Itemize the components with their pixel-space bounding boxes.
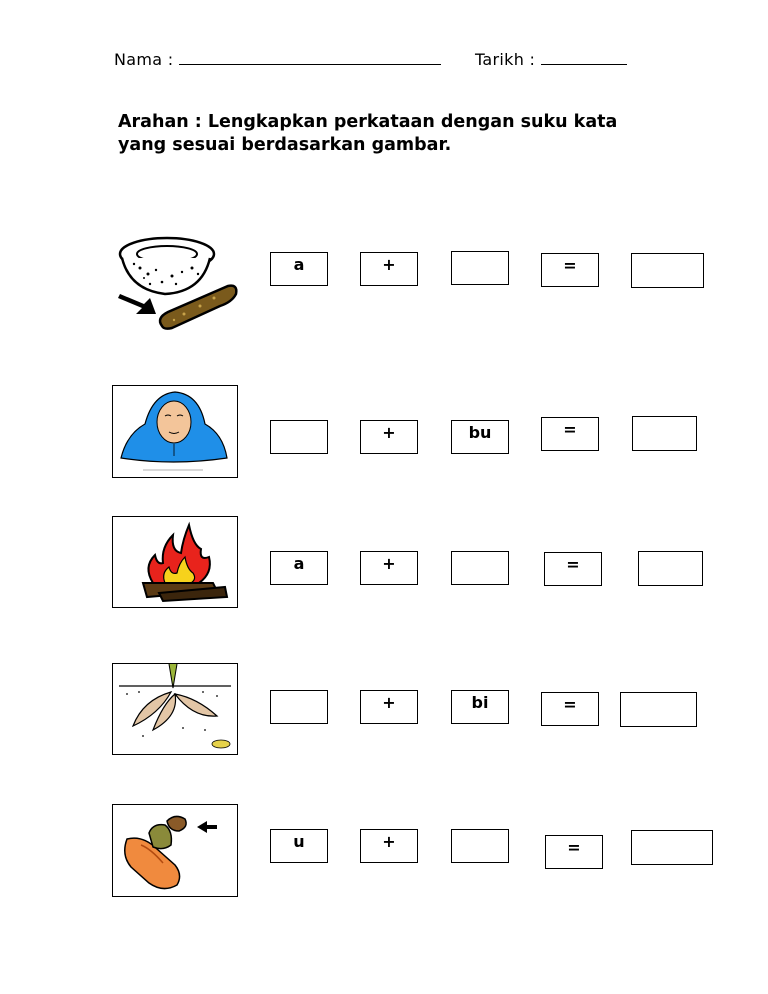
plus-sign-box-3: + [360, 551, 418, 585]
plus-sign-box-5: + [360, 829, 418, 863]
answer-word-box-4[interactable] [620, 692, 697, 727]
answer-syllable-box-5[interactable] [451, 829, 509, 863]
answer-word-box-2[interactable] [632, 416, 697, 451]
answer-word-box-5[interactable] [631, 830, 713, 865]
equals-sign-box-4: = [541, 692, 599, 726]
answer-syllable-box-4[interactable] [270, 690, 328, 724]
equals-sign-box-3: = [544, 552, 602, 586]
plus-sign-box-2: + [360, 420, 418, 454]
syllable-box-2-bu: bu [451, 420, 509, 454]
campfire-image [112, 516, 238, 608]
syllable-box-3-a: a [270, 551, 328, 585]
answer-syllable-box-2[interactable] [270, 420, 328, 454]
name-blank-line[interactable] [179, 50, 441, 65]
instruction-text: Arahan : Lengkapkan perkataan dengan suku kata yang sesuai berdasarkan gambar. [118, 112, 618, 155]
name-label: Nama : [114, 50, 174, 69]
answer-word-box-3[interactable] [638, 551, 703, 586]
name-field [114, 50, 441, 69]
plus-sign-box-4: + [360, 690, 418, 724]
answer-syllable-box-1[interactable] [451, 251, 509, 285]
answer-syllable-box-3[interactable] [451, 551, 509, 585]
syllable-box-1-a: a [270, 252, 328, 286]
equals-sign-box-1: = [541, 253, 599, 287]
answer-word-box-1[interactable] [631, 253, 704, 288]
plus-sign-box-1: + [360, 252, 418, 286]
date-field [475, 50, 627, 69]
mortar-pestle-image [110, 228, 242, 338]
cassava-image [112, 663, 238, 755]
equals-sign-box-2: = [541, 417, 599, 451]
syllable-box-5-u: u [270, 829, 328, 863]
date-blank-line[interactable] [541, 50, 627, 65]
equals-sign-box-5: = [545, 835, 603, 869]
hand-bag-image [112, 804, 238, 897]
woman-hijab-image [112, 385, 238, 478]
date-label: Tarikh : [475, 50, 536, 69]
syllable-box-4-bi: bi [451, 690, 509, 724]
